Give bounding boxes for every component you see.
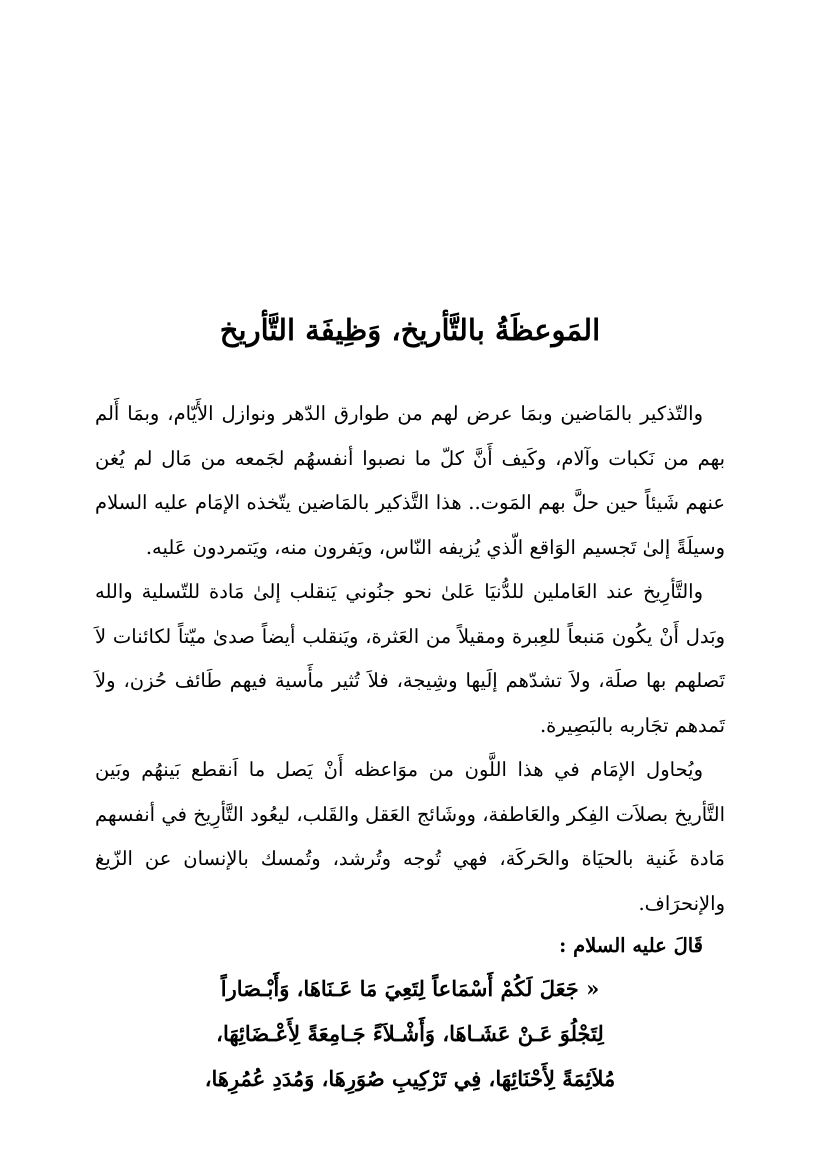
- quote-line: « جَعَلَ لَكُمْ أَسْمَاعاً لِتَعِيَ مَا عَـنَاهَا، وَأَبْـصَاراً: [220, 976, 600, 1001]
- quote-line: مُلاَئِمَةً لِأَحْنَائِهَا، فِي تَرْكِيبِ صُوَرِهَا، وَمُدَدِ عُمُرِهَا،: [204, 1066, 616, 1091]
- paragraph-3: ويُحاول الإمَام في هذا اللَّون من موَاعظه أَنْ يَصل ما اَنقطع بَينهُم وبَين التَّأريخ بصلاَت الفِكر والعَاطفة، ووشَائج العَقل والقَلب، ليعُود التَّأرِيخ في أنفسهم مَادة غَنية بالحيَاة والحَركَة، فهي تُوجه وتُرشد، وتُمسك بالإنسان عن الزّيغ والإنحرَاف.: [95, 758, 725, 915]
- paragraph-2: والتَّأرِيخ عند العَاملين للدُّنيَا عَلىٰ نحو جنُوني يَنقلب إلىٰ مَادة للتّسلية والله وبَدل أَنْ يكُون مَنبعاً للعِبرة ومقيلاً من العَثرة، ويَنقلب أيضاً صدىٰ ميّتاً لكائنات لاَ تَصلهم بها صلَة، ولاَ تشدّهم إلَيها وشِيجة، فلاَ تُثير مأَسية فيهم طَائف حُزن، ولاَ تَمدهم تجَاربه بالبَصِيرة.: [95, 580, 725, 737]
- page-title: المَوعظَةُ بالتَّأريخ، وَظِيفَة التَّأريخ: [219, 313, 601, 347]
- quote-intro: قَالَ عليه السلام :: [559, 934, 703, 957]
- quote-block: [95, 966, 725, 1101]
- quote-line: لِتَجْلُوَ عَـنْ عَشَـاهَا، وَأَشْـلاَءً جَـامِعَةً لِأَعْـضَائِهَا،: [216, 1021, 604, 1046]
- page-content: [95, 300, 725, 1101]
- paragraph-1: والتّذكير بالمَاضين وبمَا عرض لهم من طوارق الدّهر ونوازل الأَيّام، وبمَا أَلم بهم من نَكبات وآلام، وكَيف أَنَّ كلّ ما نصبوا أنفسهُم لجَمعه من مَال لم يُغن عنهم شَيئاً حين حلَّ بهم المَوت.. هذا التَّذكير بالمَاضين يتّخذه الإمَام عليه السلام وسيلَةً إلىٰ تَجسيم الوَاقع الّذي يُزيفه النّاس، ويَفرون منه، ويَتمردون عَليه.: [95, 402, 725, 559]
